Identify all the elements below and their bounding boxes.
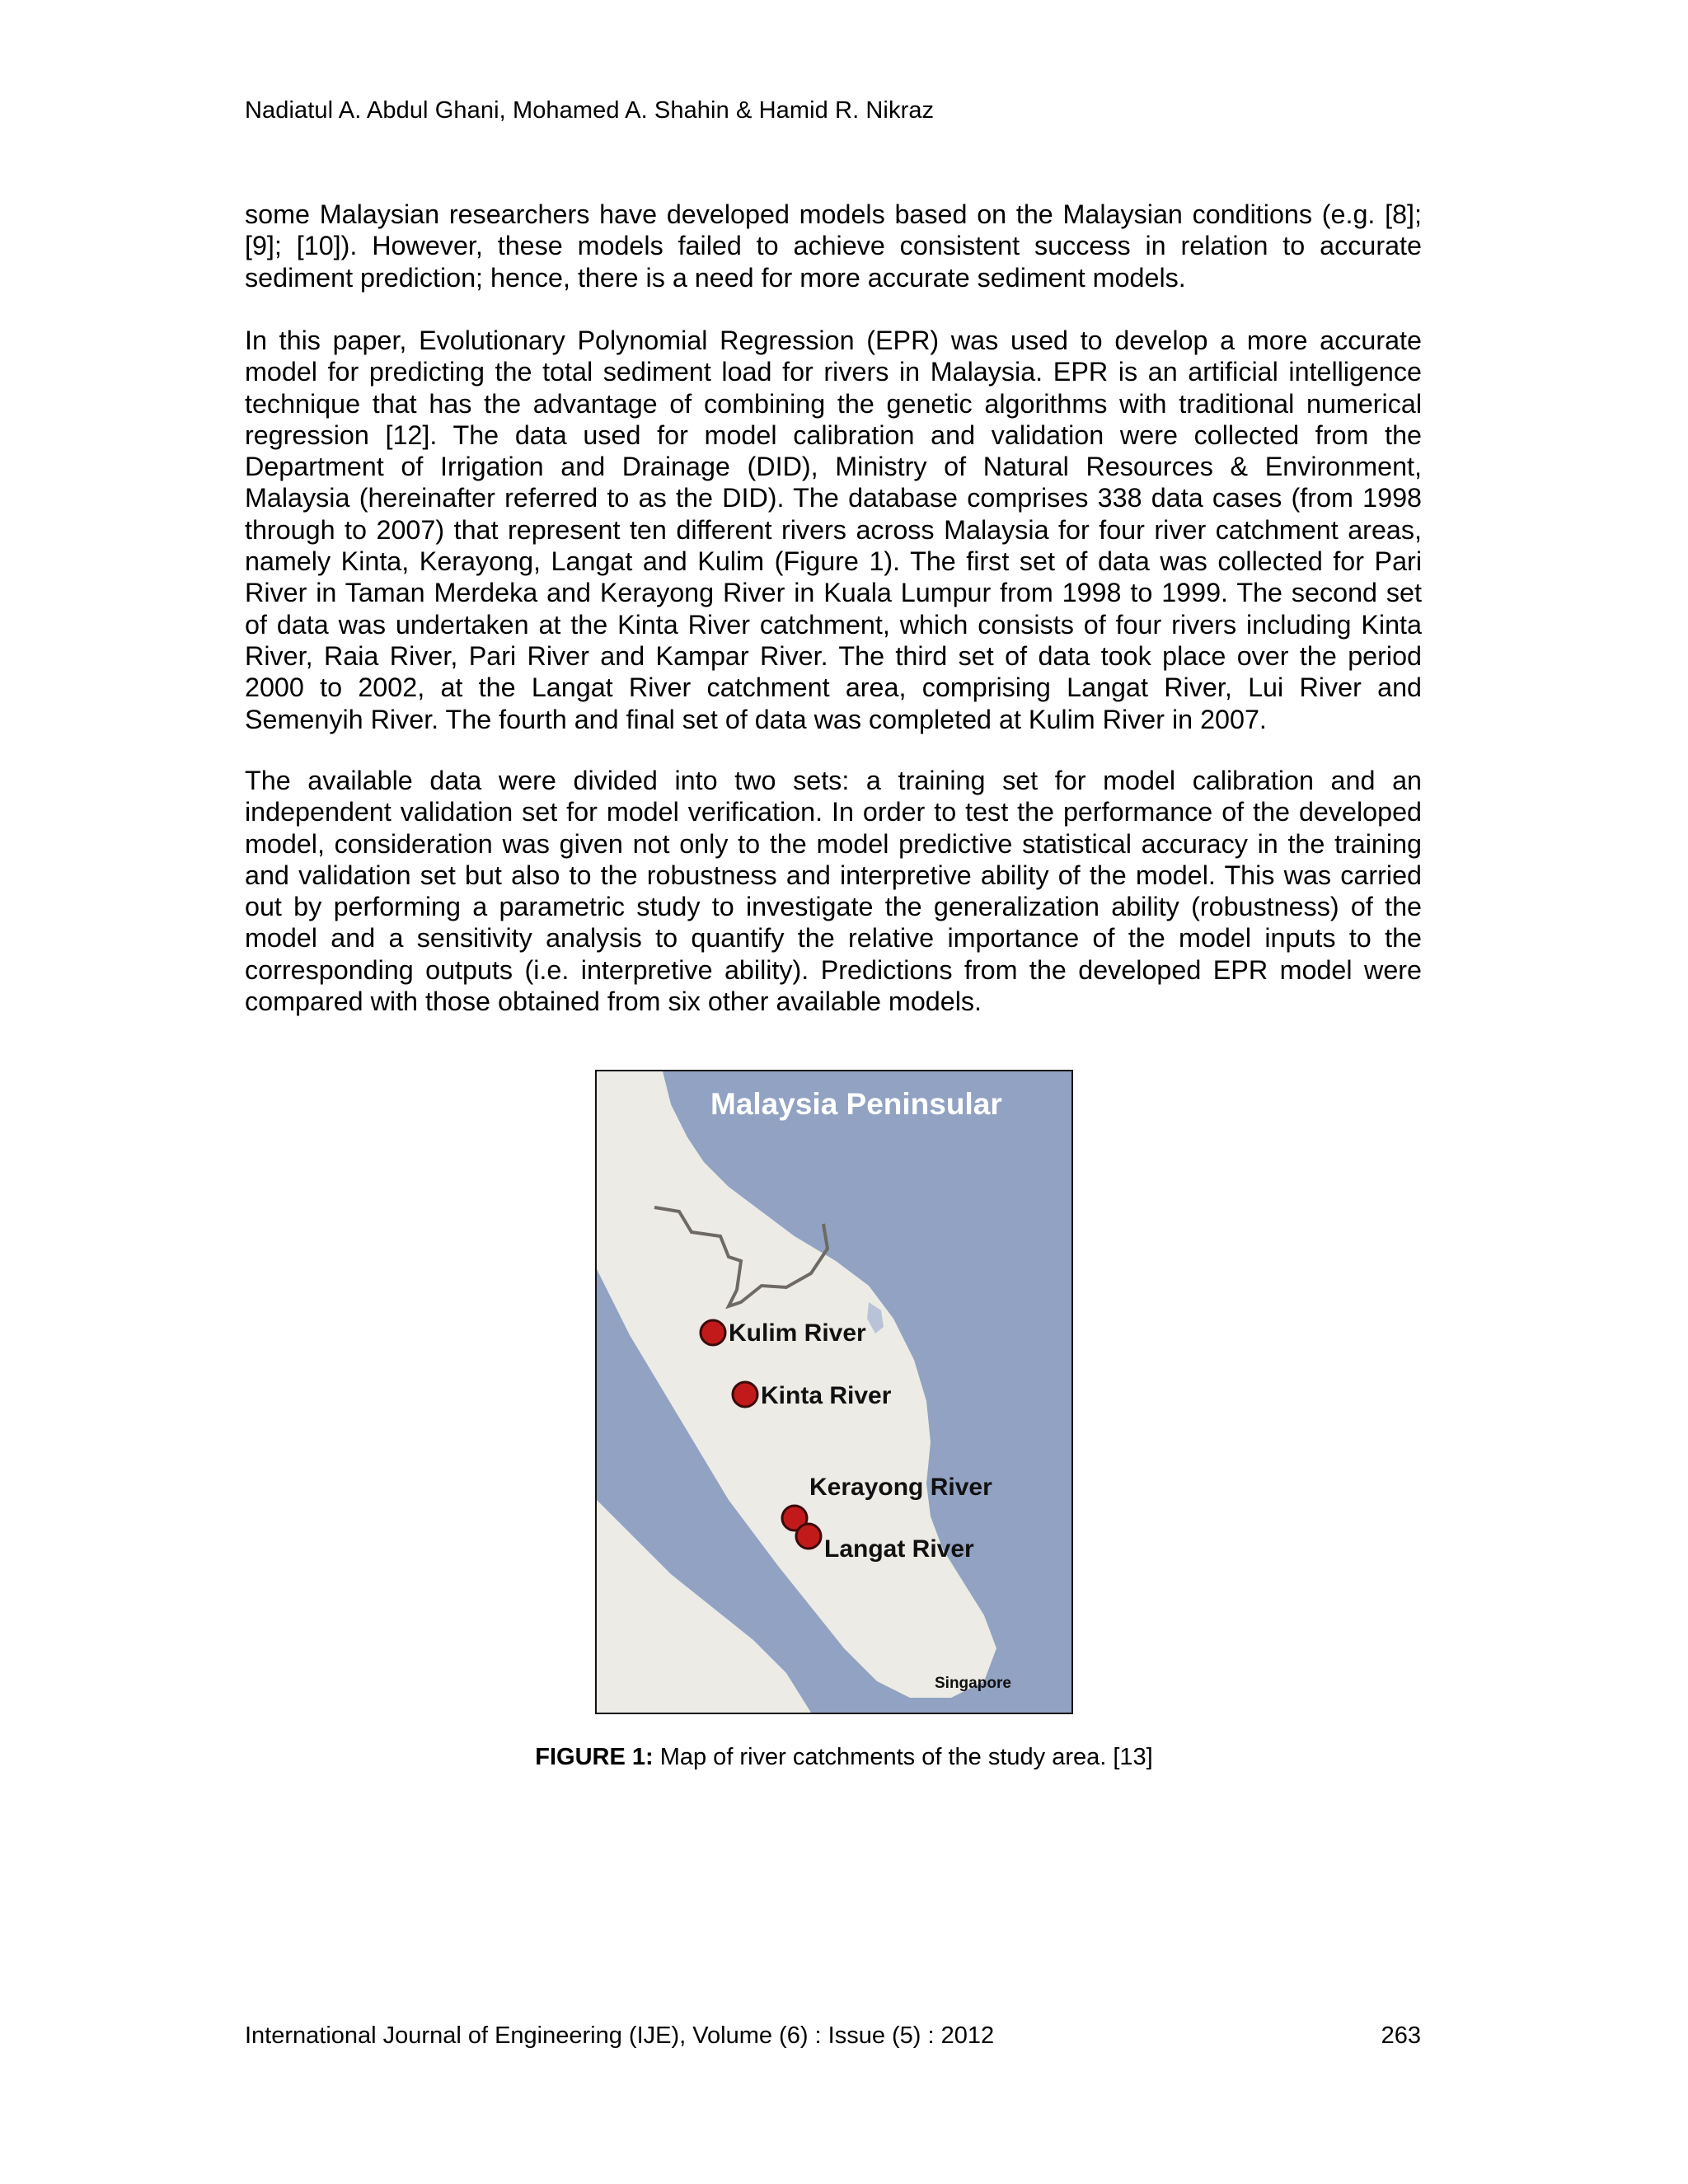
caption-text: Map of river catchments of the study area. [13] bbox=[653, 1744, 1153, 1770]
map-title: Malaysia Peninsular bbox=[710, 1087, 1002, 1121]
kinta-river-label: Kinta River bbox=[761, 1382, 892, 1409]
island bbox=[640, 1165, 653, 1175]
kinta-river-marker bbox=[733, 1382, 757, 1407]
kulim-river-marker bbox=[701, 1320, 725, 1345]
kulim-river-label: Kulim River bbox=[729, 1319, 866, 1347]
figure-map bbox=[595, 1070, 1073, 1714]
footer-page-number: 263 bbox=[1381, 2022, 1421, 2049]
singapore-label: Singapore bbox=[935, 1675, 1011, 1692]
island bbox=[655, 1129, 678, 1146]
langat-river-label: Langat River bbox=[824, 1535, 974, 1563]
paragraph-3: The available data were divided into two sets: a training set for model calibration and an independent validation set for model verification. In order to test the performance of the developed model, consideration was given not only to the model predictive statistical accuracy in the training and validation set but also to the robustness and interpretive ability of the model. This was carried out by performing a parametric study to investigate the generalization ability (robustness) of the model and a sensitivity analysis to quantify the relative importance of the model inputs to the corresponding outputs (i.e. interpretive ability). Predictions from the developed EPR model were compared with those obtained from six other available models. bbox=[245, 766, 1422, 1017]
malaysia-map bbox=[597, 1071, 1071, 1713]
footer-journal: International Journal of Engineering (IJE), Volume (6) : Issue (5) : 2012 bbox=[245, 2022, 995, 2049]
paragraph-2: In this paper, Evolutionary Polynomial Regression (EPR) was used to develop a more accurate model for predicting the total sediment load for rivers in Malaysia. EPR is an artificial intelligence technique that has the advantage of combining the genetic algorithms with traditional numerical regression [12]. The data used for model calibration and validation were collected from the Department of Irrigation and Drainage (DID), Ministry of Natural Resources & Environment, Malaysia (hereinafter referred to as the DID). The database comprises 338 data cases (from 1998 through to 2007) that represent ten different rivers across Malaysia for four river catchment areas, namely Kinta, Kerayong, Langat and Kulim (Figure 1). The first set of data was collected for Pari River in Taman Merdeka and Kerayong River in Kuala Lumpur from 1998 to 1999. The second set of data was undertaken at the Kinta River catchment, which consists of four rivers including Kinta River, Raia River, Pari River and Kampar River. The third set of data took place over the period 2000 to 2002, at the Langat River catchment area, comprising Langat River, Lui River and Semenyih River. The fourth and final set of data was completed at Kulim River in 2007. bbox=[245, 326, 1422, 734]
langat-river-marker bbox=[796, 1524, 821, 1549]
kerayong-river-label: Kerayong River bbox=[809, 1474, 992, 1501]
paragraph-1: some Malaysian researchers have developed models based on the Malaysian conditions (e.g. [8]; [9]; [10]). However, these models failed to achieve consistent success in relation to accurate sediment prediction; hence, there is a need for more accurate sediment models. bbox=[245, 199, 1422, 293]
caption-label: FIGURE 1: bbox=[535, 1744, 654, 1770]
figure-caption bbox=[0, 1744, 1688, 1771]
running-head-authors: Nadiatul A. Abdul Ghani, Mohamed A. Shahin & Hamid R. Nikraz bbox=[245, 97, 935, 124]
